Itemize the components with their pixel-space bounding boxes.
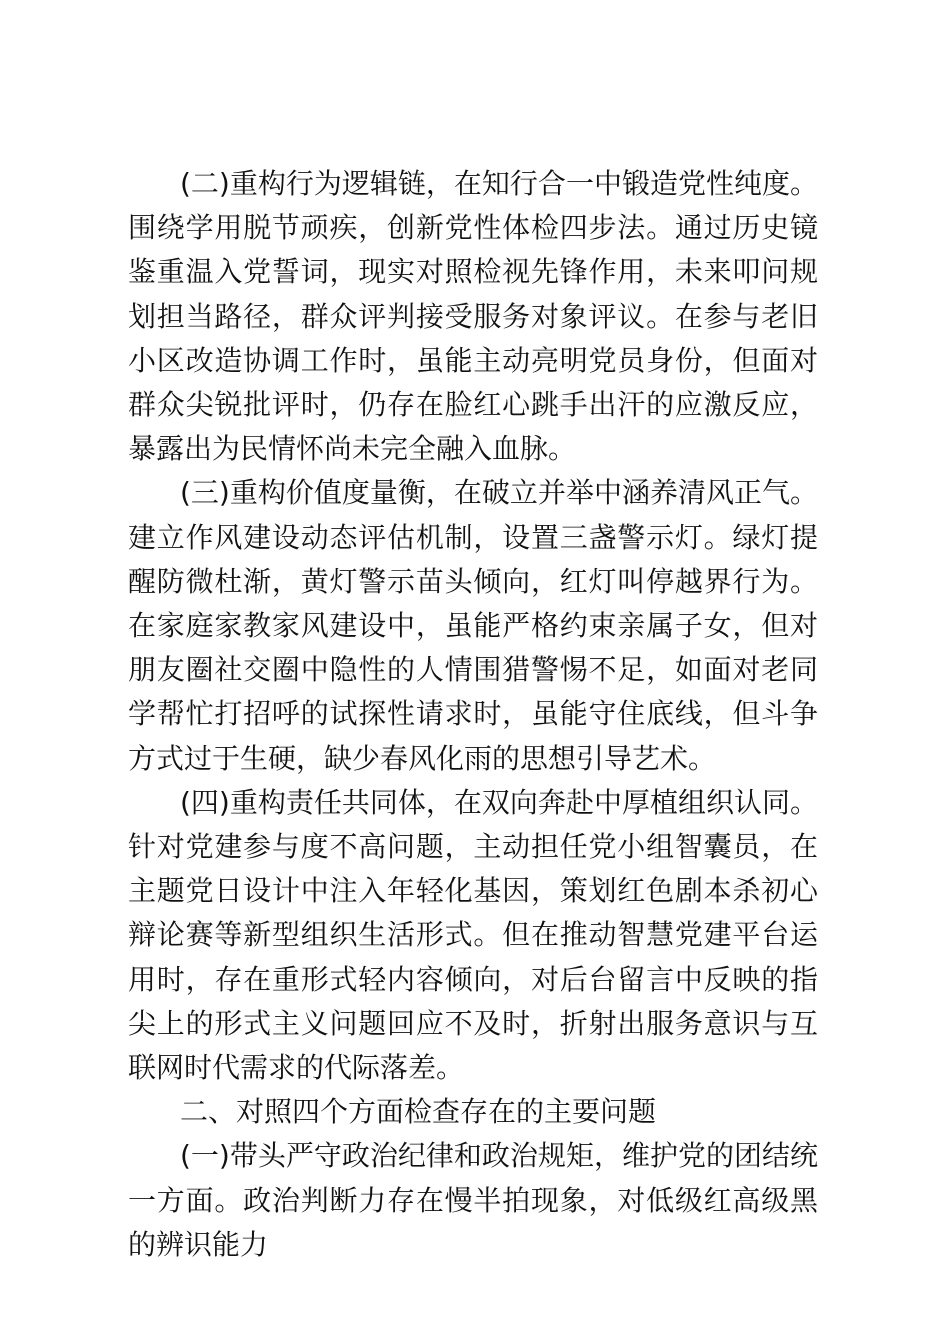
document-body (128, 162, 818, 1267)
paragraph-section-2-1: (一)带头严守政治纪律和政治规矩，维护党的团结统一方面。政治判断力存在慢半拍现象，对低级红高级黑的辨识能力 (128, 1139, 818, 1261)
paragraph-4: (四)重构责任共同体，在双向奔赴中厚植组织认同。针对党建参与度不高问题，主动担任党小组智囊员，在主题党日设计中注入年轻化基因，策划红色剧本杀初心辩论赛等新型组织生活形式。但在推动智慧党建平台运用时，存在重形式轻内容倾向，对后台留言中反映的指尖上的形式主义问题回应不及时，折射出服务意识与互联网时代需求的代际落差。 (128, 785, 818, 1085)
section-heading: 二、对照四个方面检查存在的主要问题 (180, 1095, 657, 1129)
paragraph-2: (二)重构行为逻辑链，在知行合一中锻造党性纯度。围绕学用脱节顽疾，创新党性体检四步法。通过历史镜鉴重温入党誓词，现实对照检视先锋作用，未来叩问规划担当路径，群众评判接受服务对象评议。在参与老旧小区改造协调工作时，虽能主动亮明党员身份，但面对群众尖锐批评时，仍存在脸红心跳手出汗的应激反应，暴露出为民情怀尚未完全融入血脉。 (128, 167, 818, 466)
paragraph-3: (三)重构价值度量衡，在破立并举中涵养清风正气。建立作风建设动态评估机制，设置三盏警示灯。绿灯提醒防微杜渐，黄灯警示苗头倾向，红灯叫停越界行为。在家庭家教家风建设中，虽能严格约束亲属子女，但对朋友圈社交圈中隐性的人情围猎警惕不足，如面对老同学帮忙打招呼的试探性请求时，虽能守住底线，但斗争方式过于生硬，缺少春风化雨的思想引导艺术。 (128, 476, 818, 775)
